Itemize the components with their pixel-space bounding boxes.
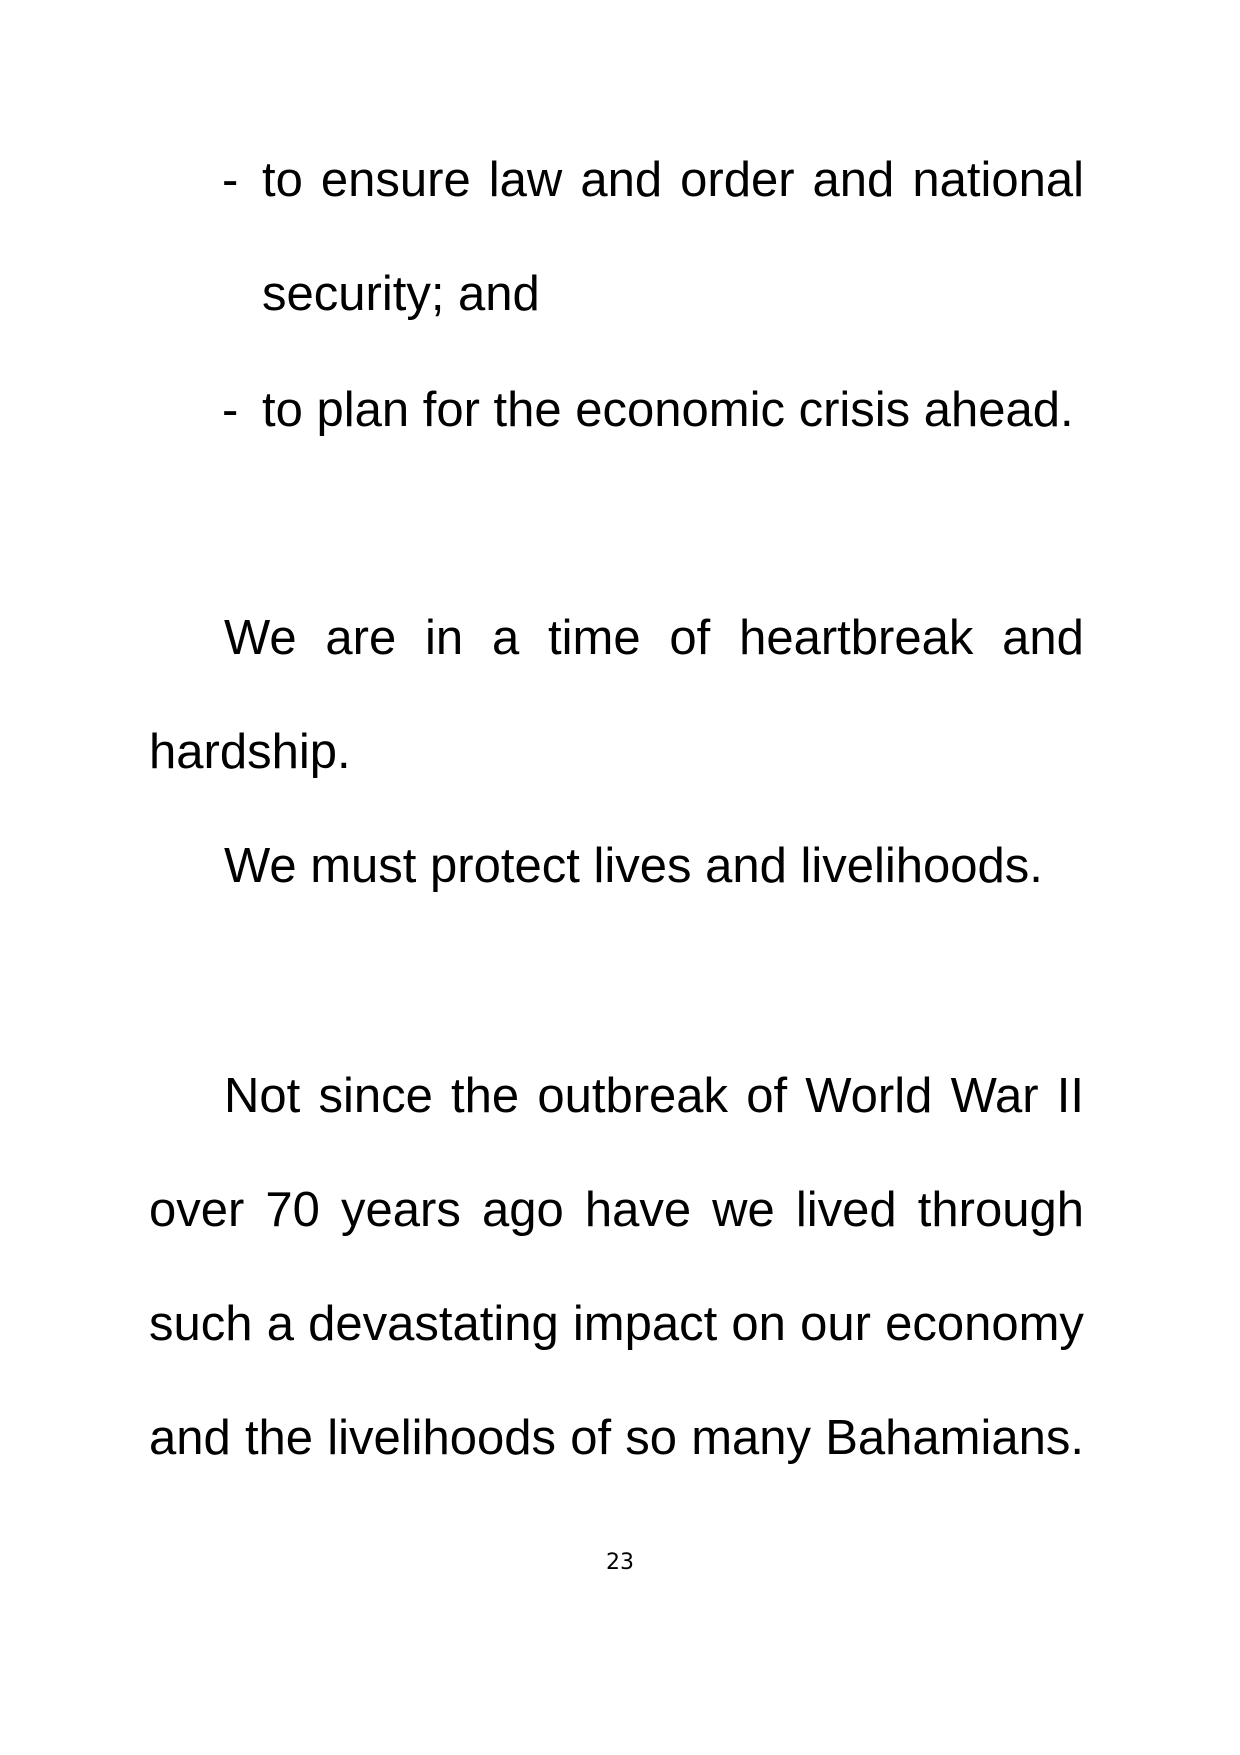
word: the — [244, 1411, 314, 1465]
bullet-1-line-2: security; and — [262, 267, 540, 321]
word: the — [451, 1069, 520, 1123]
word: Not — [224, 1069, 301, 1123]
word: order — [680, 153, 795, 207]
word: economy — [885, 1297, 1084, 1351]
paragraph-2-line-1: We must protect lives and livelihoods. — [224, 839, 1043, 893]
word: heartbreak — [739, 611, 974, 665]
word: we — [712, 1183, 775, 1237]
page-number: 23 — [606, 1550, 634, 1575]
word: lived — [795, 1183, 897, 1237]
paragraph-3-line-1 — [224, 1066, 1084, 1126]
word: have — [584, 1183, 692, 1237]
word: 70 — [265, 1183, 320, 1237]
word: of — [570, 1411, 612, 1465]
word: national — [912, 153, 1084, 207]
word: outbreak — [537, 1069, 729, 1123]
word: of — [746, 1069, 788, 1123]
word: are — [325, 611, 397, 665]
paragraph-3-line-2 — [149, 1180, 1084, 1240]
word: to — [262, 153, 303, 207]
bullet-marker: - — [222, 153, 239, 207]
word: a — [491, 611, 520, 665]
word: time — [548, 611, 641, 665]
bullet-2-line-1: to plan for the economic crisis ahead. — [262, 383, 1074, 437]
paragraph-1-line-2: hardship. — [149, 725, 351, 779]
paragraph-1-line-1 — [224, 608, 1084, 668]
word: law — [488, 153, 563, 207]
word: War — [950, 1069, 1039, 1123]
word: such — [149, 1297, 253, 1351]
word: our — [800, 1297, 871, 1351]
word: and — [580, 153, 663, 207]
word: devastating — [308, 1297, 559, 1351]
word: We — [224, 611, 297, 665]
word: Bahamians. — [825, 1411, 1084, 1465]
word: World — [805, 1069, 933, 1123]
word: through — [917, 1183, 1084, 1237]
word: ago — [481, 1183, 564, 1237]
word: in — [425, 611, 464, 665]
word: livelihoods — [327, 1411, 557, 1465]
word: ensure — [320, 153, 471, 207]
bullet-marker: - — [222, 383, 239, 437]
word: since — [318, 1069, 433, 1123]
word: and — [1002, 611, 1084, 665]
word: so — [625, 1411, 678, 1465]
word: many — [691, 1411, 812, 1465]
word: years — [341, 1183, 461, 1237]
word: a — [266, 1297, 294, 1351]
word: II — [1056, 1069, 1084, 1123]
word: over — [149, 1183, 245, 1237]
word: of — [669, 611, 711, 665]
paragraph-3-line-4 — [149, 1408, 1084, 1468]
bullet-text-line — [262, 150, 1084, 210]
word: and — [149, 1411, 231, 1465]
word: on — [731, 1297, 786, 1351]
word: impact — [572, 1297, 718, 1351]
word: and — [812, 153, 895, 207]
paragraph-3-line-3 — [149, 1294, 1084, 1354]
